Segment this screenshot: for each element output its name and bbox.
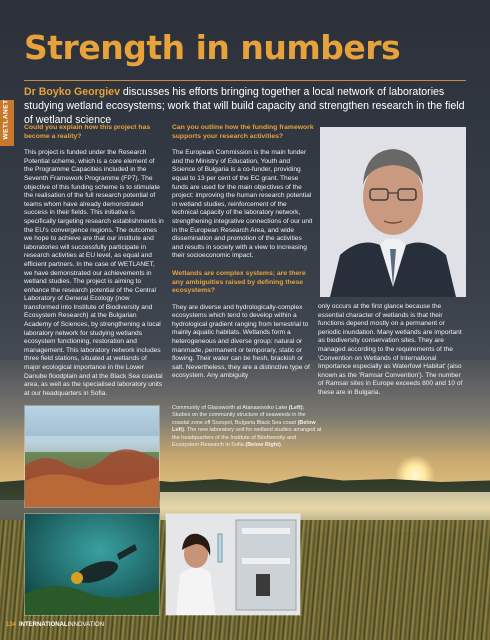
author-name: Dr Boyko Georgiev	[24, 86, 120, 98]
question-3: Wetlands are complex systems; are there any ambiguities raised by defining these ecosystems?	[172, 269, 306, 295]
question-1: Could you explain how this project has become a reality?	[24, 124, 151, 140]
caption-ref-2: (Below Left)	[172, 419, 316, 434]
caption-ref-1: (Left)	[288, 405, 303, 411]
column-2	[172, 124, 314, 381]
glasswort-illustration	[25, 406, 160, 508]
standfirst	[24, 85, 474, 127]
question-2: Can you outline how the funding framework supports your research activities?	[172, 124, 314, 140]
page-title: Strength in numbers	[24, 28, 401, 67]
underwater-illustration	[25, 514, 160, 616]
caption-part-2: ; Studies on the community structure of seaweeds in the coastal zone off Sozopol, Bulgaria Black Sea coast	[172, 405, 306, 426]
answer-2: The European Commission is the main funder and the Ministry of Education, Youth and Science of Bulgaria is a co-funder, providing equal to 13 per cent of the EC grant. These funds are used for the main objectives of the project: improving the human research potential in wetland studies, reinforcement of the technical capacity of the laboratory network, strengthening integrative connections of our unit in the European Research Area, and wide dissemination and promotion of the activities and results in society with a view to increasing their socioeconomic impact.	[172, 149, 313, 260]
caption-ref-3: (Below Right)	[245, 442, 281, 449]
column-3	[318, 303, 466, 398]
glasswort-photo	[24, 405, 160, 508]
portrait-photo	[320, 127, 466, 297]
photo-caption	[172, 405, 322, 449]
footer-brand-suffix: INNOVATION	[67, 622, 105, 628]
section-tab-label: WETLANET	[2, 99, 10, 140]
caption-part-3: . The new laboratory unit for wetland studies arranged at the headquarters of the Institute of Biodiversity and Ecosystem Research in Sofia	[172, 427, 322, 449]
underwater-diver-photo	[24, 513, 160, 616]
caption-part-1: Community of Glassworth at Atanasovsko Lake	[172, 405, 289, 411]
page-footer	[6, 622, 104, 628]
portrait-illustration	[320, 127, 466, 297]
column-3-text: only occurs at the first glance because the essential character of wetlands is that their functions depend mostly on a permanent or periodic inundation. Many wetlands are important as biodiversity conservation sites. They are managed according to the requirements of the 'Convention on Wetlands of International Importance especially as Waterfowl Habitat' (also known as the 'Ramsar Convention'). The number of Ramsar sites in Europe exceeds 800 and 10 of these are in Bulgaria.	[318, 303, 463, 396]
standfirst-text: discusses his efforts bringing together a local network of laboratories studying wetland ecosystems; work that will build capacity and strengthen research in the field of wetland science	[24, 86, 465, 126]
laboratory-illustration	[166, 514, 301, 616]
page-number: 134	[6, 622, 17, 628]
section-tab	[0, 100, 14, 146]
laboratory-photo	[165, 513, 301, 616]
footer-brand: INTERNATIONAL	[19, 622, 68, 628]
answer-3: They are diverse and hydrologically-complex ecosystems which tend to develop within a hydrological gradient ranging from terrestrial to mainly aquatic habitats. Wetlands form a heterogeneous and diverse group: natural or manmade, permanent or temporary, static or flowing. Their water can be fresh, brackish or salt. Nevertheless, they are a distinctive type of ecosystem. Any ambiguity	[172, 303, 310, 380]
column-1	[24, 124, 164, 398]
answer-1: This project is funded under the Research Potential scheme, which is a core element of the Programme Capacities included in the Seventh Framework Programme (FP7). The objective of this funding scheme is to stimulate the realisation of the full research potential of teams whom have already demonstrated success in their fields. This initiative is specifically targeting research establishments in the EU's convergence regions. The outcomes we hope to achieve are that our institute and laboratories will successfully participate in research activities at EU level, as equal and efficient partners. In the case of WETLANET, we have demonstrated our achievements in wetland studies. The project is aiming to enhance the research potential of the Central Laboratory of General Ecology (now transformed into Institute of Biodiversity and Ecosystem Research) at the Bulgarian Academy of Sciences, by strengthening a local laboratory network for studying wetlands ecosystem functioning, restoration and management. This laboratory network includes three field stations, situated at wetlands of major ecological importance in the Lower Danube floodplain and at the Black Sea coastal area, as well as the specialised laboratory units at our headquarters in Sofia.	[24, 149, 164, 397]
title-rule	[24, 80, 466, 81]
